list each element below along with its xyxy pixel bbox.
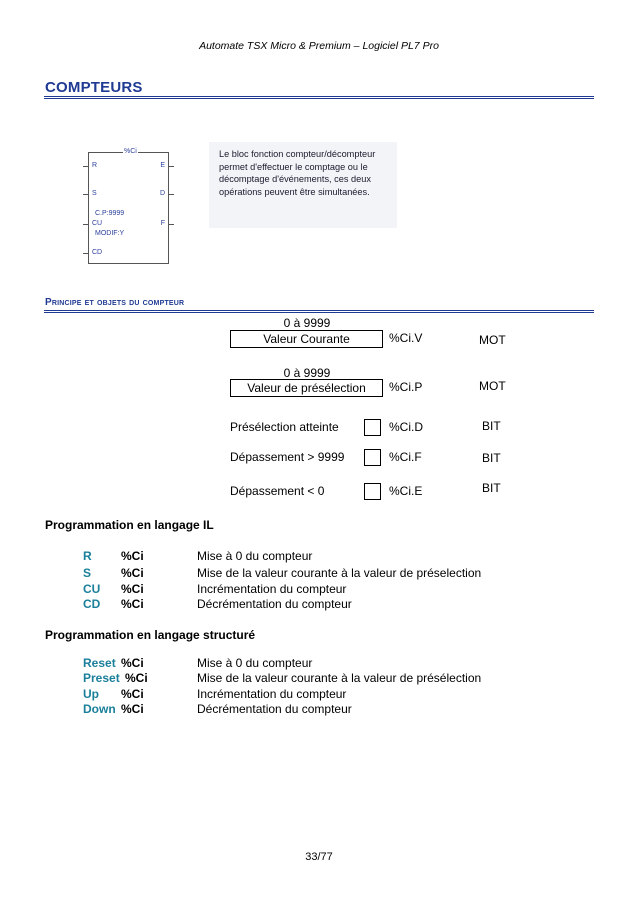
st-variable: %Ci bbox=[121, 702, 144, 716]
st-variable: %Ci bbox=[121, 656, 144, 670]
description-line: Le bloc fonction compteur/décompteur bbox=[219, 149, 376, 159]
pin-line bbox=[168, 194, 174, 195]
il-description: Incrémentation du compteur bbox=[197, 582, 347, 596]
pin-line bbox=[168, 166, 174, 167]
label-underflow: Dépassement < 0 bbox=[230, 484, 325, 498]
pin-line bbox=[83, 166, 89, 167]
pin-line bbox=[83, 224, 89, 225]
block-name: %Ci bbox=[124, 148, 137, 155]
checkbox-overflow bbox=[364, 449, 381, 466]
current-value-box: Valeur Courante bbox=[230, 330, 383, 348]
checkbox-underflow bbox=[364, 483, 381, 500]
type-underflow: BIT bbox=[482, 481, 501, 495]
checkbox-preset-reached bbox=[364, 419, 381, 436]
object-preset: %Ci.P bbox=[389, 380, 423, 394]
st-keyword: Up bbox=[83, 687, 99, 701]
st-description: Mise de la valeur courante à la valeur de présélection bbox=[197, 671, 482, 685]
range-preset: 0 à 9999 bbox=[283, 366, 331, 380]
il-heading: Programmation en langage IL bbox=[45, 518, 214, 532]
object-current: %Ci.V bbox=[389, 331, 423, 345]
type-preset: MOT bbox=[479, 379, 506, 393]
description-line: opérations peuvent être simultanées. bbox=[219, 186, 370, 197]
type-current: MOT bbox=[479, 333, 506, 347]
block-output-d: D bbox=[159, 190, 165, 197]
label-overflow: Dépassement > 9999 bbox=[230, 450, 345, 464]
block-output-f: F bbox=[160, 220, 165, 227]
page-title: COMPTEURS bbox=[45, 79, 143, 96]
block-input-cd: CD bbox=[92, 249, 103, 256]
block-description bbox=[219, 148, 419, 198]
st-description: Décrémentation du compteur bbox=[197, 702, 352, 716]
il-description: Mise de la valeur courante à la valeur de préselection bbox=[197, 566, 482, 580]
object-underflow: %Ci.E bbox=[389, 484, 423, 498]
il-keyword: CU bbox=[83, 582, 101, 596]
block-param-modif: MODIF:Y bbox=[95, 230, 125, 237]
section-title: Principe et objets du compteur bbox=[45, 297, 185, 308]
pin-line bbox=[83, 194, 89, 195]
page-number: 33/77 bbox=[305, 851, 333, 863]
pin-line bbox=[83, 253, 89, 254]
pin-line bbox=[168, 224, 174, 225]
st-keyword: Reset bbox=[83, 656, 116, 670]
title-rule bbox=[44, 96, 594, 99]
object-preset-reached: %Ci.D bbox=[389, 420, 424, 434]
st-description: Incrémentation du compteur bbox=[197, 687, 347, 701]
il-keyword: S bbox=[83, 566, 92, 580]
il-variable: %Ci bbox=[121, 566, 144, 580]
type-overflow: BIT bbox=[482, 451, 501, 465]
block-output-e: E bbox=[160, 162, 165, 169]
section-rule bbox=[44, 310, 594, 313]
range-current: 0 à 9999 bbox=[283, 316, 331, 330]
block-input-s: S bbox=[92, 190, 97, 197]
type-preset-reached: BIT bbox=[482, 419, 501, 433]
il-variable: %Ci bbox=[121, 582, 144, 596]
counter-block-diagram bbox=[88, 148, 169, 264]
il-keyword: R bbox=[83, 549, 92, 563]
st-keyword: Down bbox=[83, 702, 116, 716]
il-description: Décrémentation du compteur bbox=[197, 597, 352, 611]
il-keyword: CD bbox=[83, 597, 101, 611]
preset-value-box: Valeur de présélection bbox=[230, 379, 383, 397]
page-header: Automate TSX Micro & Premium – Logiciel PL7 Pro bbox=[199, 40, 439, 52]
st-heading: Programmation en langage structuré bbox=[45, 628, 256, 642]
object-overflow: %Ci.F bbox=[389, 450, 422, 464]
il-variable: %Ci bbox=[121, 597, 144, 611]
st-variable: %Ci bbox=[125, 671, 148, 685]
description-line: permet d'effectuer le comptage ou le bbox=[219, 161, 368, 172]
il-variable: %Ci bbox=[121, 549, 144, 563]
il-description: Mise à 0 du compteur bbox=[197, 549, 313, 563]
block-input-r: R bbox=[92, 162, 98, 169]
description-line: décomptage d'événements, ces deux bbox=[219, 174, 371, 184]
block-param-preset: C.P:9999 bbox=[95, 210, 125, 217]
st-keyword: Preset bbox=[83, 671, 120, 685]
st-description: Mise à 0 du compteur bbox=[197, 656, 313, 670]
block-input-cu: CU bbox=[92, 220, 103, 227]
st-variable: %Ci bbox=[121, 687, 144, 701]
label-preset-reached: Présélection atteinte bbox=[230, 420, 339, 434]
